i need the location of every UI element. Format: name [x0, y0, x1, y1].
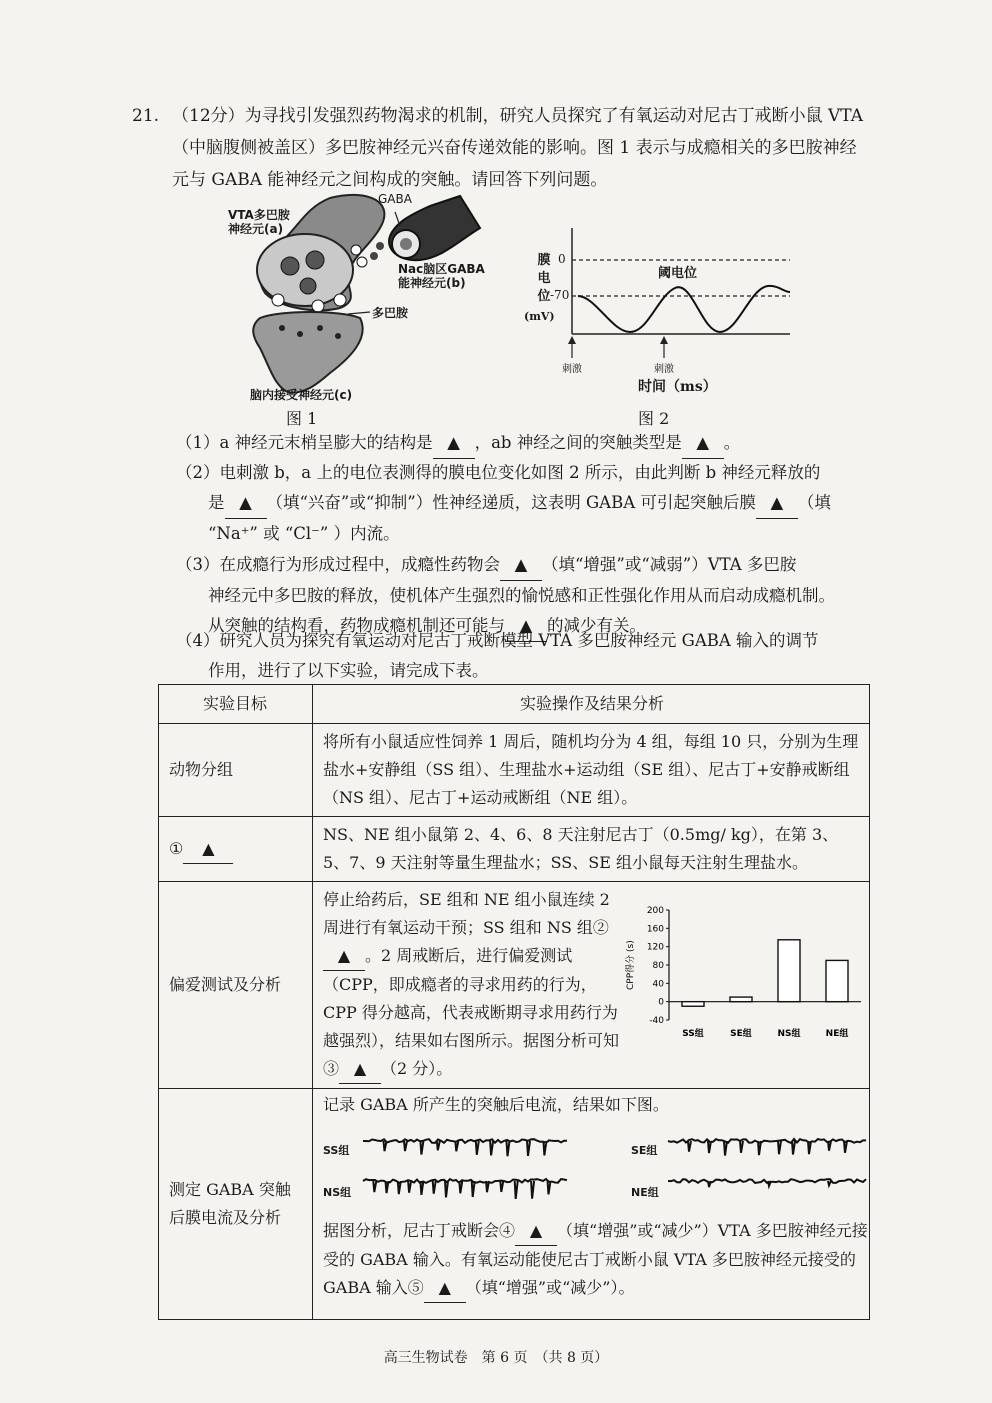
row2-blank[interactable]	[183, 835, 233, 864]
cpp-category-label: SE组	[730, 1029, 752, 1039]
fig2-ylabel-char1: 膜	[537, 253, 551, 268]
fig1-caption: 图 1	[286, 409, 318, 428]
cpp-ytick-label: 0	[658, 997, 664, 1008]
q3-blank-2-mark: ▲	[519, 616, 533, 635]
row1-text: 将所有小鼠适应性饲养 1 周后，随机均分为 4 组，每组 10 只，分别为生理盐水+安静组（SS 组）、生理盐水+运动组（SE 组）、尼古丁+安静戒断组（NS 组）、尼古丁+运动戒断组（NE 组）。	[313, 724, 870, 817]
row4-blank-4-mark: ▲	[529, 1221, 543, 1240]
row3-text	[323, 886, 623, 1084]
q3-text-d: 的减少有关。	[547, 616, 646, 635]
fig1-label-nac-line2: 能神经元(b)	[398, 276, 466, 290]
trace-label-ne: NE组	[631, 1186, 659, 1199]
q2-blank-1-mark: ▲	[239, 493, 252, 512]
fig1-label-gaba: GABA	[378, 192, 412, 206]
row3-blank-3[interactable]	[339, 1055, 381, 1084]
row3-text-c: （2 分）。	[381, 1059, 453, 1078]
question-number: 21.	[132, 106, 160, 126]
fig2-threshold-label: 阈电位	[658, 266, 698, 281]
table-header-operation: 实验操作及结果分析	[313, 685, 870, 724]
row4-text-b2: （填“增强”或“减少”）VTA 多巴胺神经元接受的 GABA 输入。有氧运动能使尼古丁戒断小鼠 VTA 多巴胺神经元接受的 GABA 输入⑤	[323, 1221, 868, 1297]
q2-text-b: （填“兴奋”或“抑制”）性神经递质，这表明 GABA 可引起突触后膜	[266, 493, 756, 512]
figures	[220, 188, 820, 433]
row1-goal: 动物分组	[159, 724, 313, 817]
row4-blank-4[interactable]	[515, 1217, 557, 1246]
cpp-ytick-label: -40	[649, 1016, 664, 1026]
row3-goal: 偏爱测试及分析	[159, 882, 313, 1089]
table-row	[159, 1089, 870, 1320]
table-row	[159, 882, 870, 1089]
q3-text-c: 从突触的结构看，药物成瘾机制还可能与	[208, 616, 505, 635]
fig1-label-receptor: 脑内接受神经元(c)	[250, 388, 353, 402]
row3-blank-2-mark: ▲	[337, 946, 351, 965]
subquestion-2	[176, 458, 866, 549]
cpp-category-label: NE组	[825, 1029, 849, 1039]
cpp-bar-3	[826, 960, 848, 1001]
q3-text-a: （3）在成瘾行为形成过程中，成瘾性药物会	[176, 555, 500, 574]
cpp-ytick-label: 40	[652, 979, 664, 990]
q2-text-c: （填	[797, 493, 831, 512]
cpp-bar-1	[730, 997, 752, 1002]
subquestion-4	[176, 626, 866, 686]
q1-blank-1-mark: ▲	[447, 433, 460, 452]
cpp-category-label: SS组	[682, 1029, 704, 1039]
trace-label-se: SE组	[631, 1144, 658, 1157]
row3-text-a: 停止给药后，SE 组和 NE 组小鼠连续 2 周进行有氧运动干预；SS 组和 NS 组②	[323, 890, 610, 937]
q1-text-a: （1）a 神经元末梢呈膨大的结构是	[176, 433, 433, 452]
row2-goal-number: ①	[169, 838, 184, 858]
cpp-ytick-label: 120	[646, 942, 664, 953]
fig1-label-vta	[228, 208, 290, 236]
q3-line1	[176, 550, 866, 581]
q1-blank-2-mark: ▲	[696, 433, 710, 452]
question-intro-text: （12分）为寻找引发强烈药物渴求的机制，研究人员探究了有氧运动对尼古丁戒断小鼠 VTA（中脑腹侧被盖区）多巴胺神经元兴奋传递效能的影响。图 1 表示与成瘾相关的多巴胺神经元与 GABA 能神经元之间构成的突触。请回答下列问题。	[172, 106, 863, 190]
row2-blank-mark: ▲	[202, 838, 215, 858]
q2-blank-2[interactable]	[756, 488, 798, 519]
trace-ns	[363, 1179, 567, 1199]
q3-line2: 神经元中多巴胺的释放，使机体产生强烈的愉悦感和正性强化作用从而启动成瘾机制。	[208, 586, 835, 605]
fig2-xlabel: 时间（ms）	[638, 379, 717, 395]
q2-line2	[176, 488, 866, 519]
row4-goal-line2: 后膜电流及分析	[169, 1208, 282, 1227]
row3-blank-2[interactable]	[323, 942, 365, 971]
current-traces	[313, 1121, 873, 1211]
cpp-category-label: NS组	[777, 1029, 801, 1039]
fig2-ylabel-char2: 电	[537, 271, 551, 286]
row4-text-b1: 据图分析，尼古丁戒断会④	[323, 1221, 516, 1240]
q2-text-a: 是	[208, 493, 225, 512]
q1-line	[176, 428, 866, 459]
row3-cell	[313, 882, 870, 1089]
q3-text-b: （填“增强”或“减弱”）VTA 多巴胺	[542, 555, 797, 574]
table-row	[159, 817, 870, 882]
q1-text-c: 。	[723, 433, 741, 452]
question-intro	[132, 100, 872, 196]
fig2-ylabel-char3: 位	[537, 289, 551, 304]
trace-label-ns: NS组	[323, 1186, 352, 1199]
fig2-stim1-label: 刺激	[562, 364, 582, 375]
fig1-label-nac	[398, 262, 485, 290]
fig2-stim2-label: 刺激	[654, 364, 674, 375]
cpp-ytick-label: 200	[646, 906, 664, 916]
cpp-bar-chart	[621, 900, 871, 1050]
cpp-ytick-label: 80	[652, 961, 664, 971]
q2-blank-1[interactable]	[225, 488, 267, 519]
fig2-yunit: (mV)	[524, 310, 555, 323]
trace-se	[668, 1139, 866, 1156]
q2-blank-2-mark: ▲	[770, 493, 784, 512]
fig1-label-nac-line1: Nac脑区GABA	[398, 262, 485, 276]
q1-blank-2[interactable]	[682, 428, 724, 459]
fig1-label-vta-line2: 神经元(a)	[228, 222, 284, 236]
row4-text-b3: （填“增强”或“减少”）。	[465, 1278, 635, 1297]
fig1-label-vta-line1: VTA多巴胺	[228, 208, 290, 222]
row4-cell	[313, 1089, 870, 1320]
fig2-tick-0: 0	[558, 252, 566, 266]
fig1-label-dopamine: 多巴胺	[372, 306, 409, 320]
cpp-bar-2	[778, 940, 800, 1002]
q2-line3: “Na⁺” 或 “Cl⁻” ）内流。	[208, 524, 400, 543]
row2-text: NS、NE 组小鼠第 2、4、6、8 天注射尼古丁（0.5mg/ kg），在第 3、5、7、9 天注射等量生理盐水；SS、SE 组小鼠每天注射生理盐水。	[313, 817, 870, 882]
row2-goal	[159, 817, 313, 882]
cpp-bar-0	[682, 1002, 704, 1007]
row4-goal-line1: 测定 GABA 突触	[169, 1180, 291, 1199]
q4-line2: 作用，进行了以下实验，请完成下表。	[208, 661, 489, 680]
row4-text-bottom	[323, 1217, 868, 1303]
table-header-row	[159, 685, 870, 724]
row3-blank-3-mark: ▲	[353, 1059, 367, 1078]
trace-ss	[363, 1139, 567, 1156]
fig2-tick-m70: -70	[550, 288, 570, 302]
trace-label-ss: SS组	[323, 1144, 350, 1157]
table-header-goal: 实验目标	[159, 685, 313, 724]
row3-text-b: 。2 周戒断后，进行偏爱测试（CPP，即成瘾者的寻求用药的行为，CPP 得分越高，代表戒断期寻求用药行为越强烈），结果如右图所示。据图分析可知③	[323, 946, 620, 1078]
table-row	[159, 724, 870, 817]
fig2-caption: 图 2	[638, 409, 670, 428]
page-footer: 高三生物试卷 第 6 页 （共 8 页）	[383, 1350, 609, 1366]
q1-text-b: ，ab 神经之间的突触类型是	[474, 433, 682, 452]
trace-ne	[668, 1179, 866, 1187]
q2-line1: （2）电刺激 b，a 上的电位表测得的膜电位变化如图 2 所示，由此判断 b 神经元释放的	[176, 463, 821, 482]
cpp-ylabel: CPP得分 (s)	[626, 940, 636, 990]
q1-blank-1[interactable]	[433, 428, 475, 459]
row4-goal	[159, 1089, 313, 1320]
q3-blank-1[interactable]	[500, 550, 542, 581]
q3-blank-1-mark: ▲	[514, 555, 528, 574]
experiment-table	[158, 684, 870, 1320]
row4-blank-5-mark: ▲	[438, 1278, 451, 1297]
cpp-ytick-label: 160	[646, 924, 664, 935]
q4-line1: （4）研究人员为探究有氧运动对尼古丁戒断模型 VTA 多巴胺神经元 GABA 输入的调节	[176, 631, 819, 650]
subquestion-1	[176, 428, 866, 459]
row4-text-top: 记录 GABA 所产生的突触后电流，结果如下图。	[323, 1095, 669, 1114]
row4-blank-5[interactable]	[424, 1274, 466, 1303]
